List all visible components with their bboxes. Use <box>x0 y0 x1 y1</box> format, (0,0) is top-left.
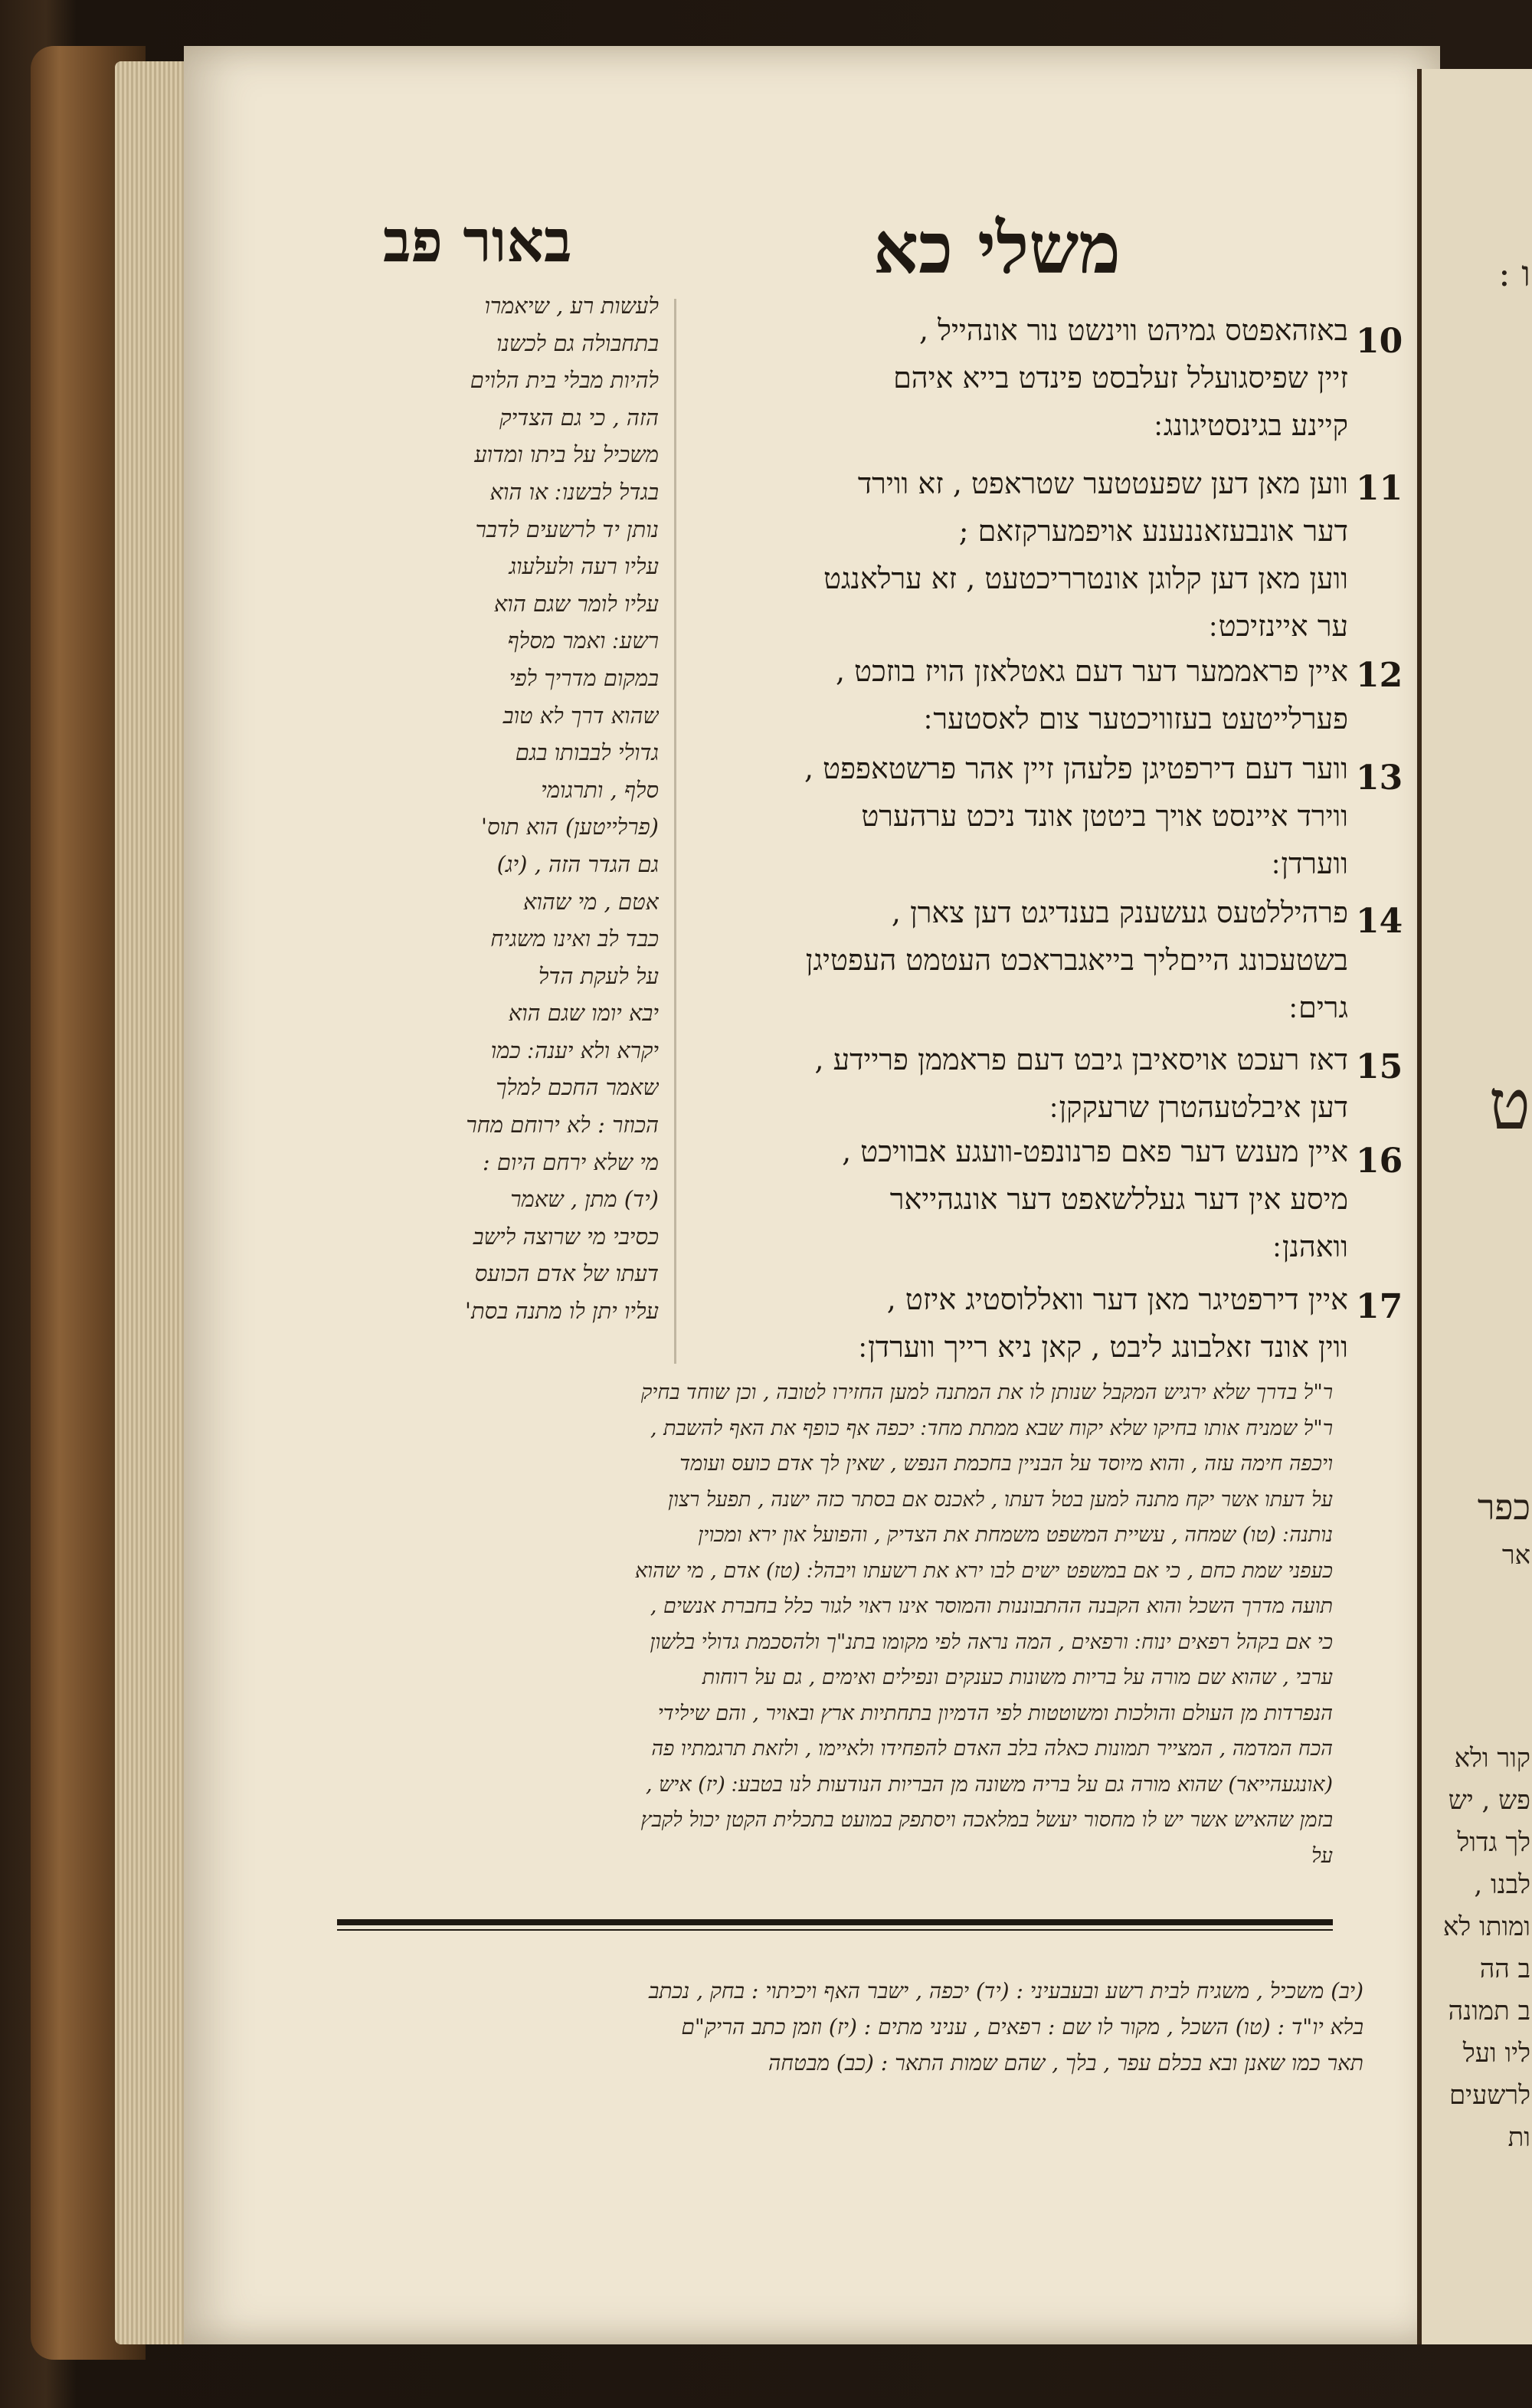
commentary-line: ר"ל בדרך שלא ירגיש המקבל שנותן לו את המתנה למען החזירו לטובה , וכן שוחד בחיק <box>640 1381 1333 1404</box>
verse-line: מיסע אין דער געללשאפט דער אונגהייאר <box>889 1182 1348 1216</box>
commentary-line: על דעתו אשר יקח מתנה למען בטל דעתו , לאכנס אם בסתר כזה ישנה , תפעל רצון <box>668 1487 1333 1512</box>
footnotes <box>337 1973 1363 2081</box>
commentary-line: הנפרדות מן העולם והולכות ומשוטטות לפי הדמיון בתחתיות ארץ ובאויר , והם שילידי <box>657 1701 1333 1725</box>
commentary-line: משכיל על ביתו ומדוע <box>474 441 659 468</box>
adjacent-fragment: לבנו , <box>1474 1869 1530 1900</box>
adjacent-fragment: ות <box>1507 2122 1530 2153</box>
verse-line: פרהיללטעס געשענק בענדיגט דען צארן , <box>891 896 1348 929</box>
adjacent-fragment: ו : <box>1498 253 1530 294</box>
footnote-line: (יב) משכיל , משגיח לבית רשע ובעבעיני : (יד) יכפה , ישבר האף ויכיתוי : בחק , נכתב <box>648 1978 1363 2003</box>
commentary-line: עליו יתן לו מתנה בסת' <box>465 1298 659 1325</box>
commentary-line: ערבי , שהוא שם מורה על בריות משונות כענקים ונפילים ואימים , גם על רוחות <box>702 1666 1333 1689</box>
commentary-line: גם הגדר הזה , (יג) <box>496 850 659 877</box>
adjacent-fragment: פש , יש <box>1448 1785 1530 1816</box>
commentary-line: הכוזר : לא ירוחם מחר <box>466 1112 659 1138</box>
verse-number: 10 <box>1356 322 1403 361</box>
commentary-column <box>368 287 659 1330</box>
commentary-line: (אונגעהייאר) שהוא מורה גם על בריה משונה מן הבריות הנודעות לנו בטבע ׃ (יז) איש , <box>646 1772 1333 1797</box>
verse-line: זיין שפיסגועלל זעלבסט פינדט בייא איהם <box>893 361 1348 395</box>
verse-number: 11 <box>1356 469 1403 508</box>
commentary-line: שהוא דרך לא טוב <box>502 702 659 729</box>
commentary-line: שאמר החכם למלך <box>496 1074 659 1101</box>
commentary-line: לעשות רע , שיאמרו <box>484 293 659 319</box>
verse-line: ווען מאן דען קלוגן אונטרריכטעט , זא ערלאנגט <box>823 562 1348 595</box>
page-title: משלי כא <box>873 207 1121 290</box>
verse-line: דען איבלטעהטרן שרעקקן ׃ <box>1049 1090 1348 1124</box>
commentary-line: עליו רעה ולעלעוג <box>509 553 659 580</box>
verse-line: ווער דעם דירפטיגן פלעהן זיין אהר פרשטאפפט , <box>804 752 1348 785</box>
commentary-line: בזמן שהאיש אשר יש לו מחסור יעשל במלאכה ויסתפק במועט בתכלית הקטן יכול לקבץ <box>640 1808 1333 1832</box>
adjacent-fragment: ב תמונה <box>1448 1996 1530 2026</box>
verse-line: איין פראממער דער דעם גאטלאזן הויז בוזכט , <box>835 654 1348 688</box>
verse-text <box>689 889 1348 1031</box>
verse-number: 15 <box>1356 1047 1403 1086</box>
verse-number: 14 <box>1356 902 1403 941</box>
commentary-line: בגדל לבשנו ׃ או הוא <box>489 478 659 505</box>
verse-line: דאז רעכט אויסאיבן גיבט דעם פראממן פריידע , <box>814 1043 1348 1076</box>
verse-line: איין דירפטיגר מאן דער וואללוסטיג איזט , <box>886 1283 1348 1316</box>
adjacent-fragment: לך גדול <box>1457 1827 1530 1858</box>
commentary-line: על לעקת הדל <box>538 962 659 989</box>
commentary-line: ר"ל שמניח אותו בחיקו שלא יקוח שבא ממתת מחד ׃ יכפה אף כופף את האף להשבת , <box>650 1416 1333 1440</box>
adjacent-fragment: ב הה <box>1479 1954 1530 1984</box>
commentary-line: נותן יד לרשעים לדבר <box>475 516 659 542</box>
verse-text <box>689 1128 1348 1270</box>
footnote-line: תאר כמו שאנן ובא בכלם עפר , בלך , שהם שמות התאר : (כב) מבטחה <box>768 2050 1363 2075</box>
verse-number: 13 <box>1356 758 1403 798</box>
adjacent-fragment: לרשעים <box>1449 2080 1530 2111</box>
commentary-line: רשע ׃ ואמר מסלף <box>507 627 659 654</box>
commentary-line: גדולי לבבותו בגם <box>515 739 659 766</box>
verse-line: ווין אונד זאלבונג ליבט , קאן ניא רייך ווערדן ׃ <box>859 1330 1348 1364</box>
commentary-line: דעתו של אדם הכועס <box>474 1260 659 1287</box>
commentary-line: כבד לב ואינו משגיח <box>490 926 659 952</box>
commentary-line: נותנה ׃ (טו) שמחה , עשיית המשפט משמחת את הצדיק , והפועל און ירא ומכוין <box>698 1523 1333 1547</box>
verse-line: איין מענש דער פאם פרנונפט-וועגע אבוויכט , <box>842 1135 1348 1168</box>
commentary-header: באור פב <box>383 207 572 275</box>
adjacent-fragment: קור ולא <box>1454 1743 1530 1774</box>
commentary-line: הזה , כי גם הצדיק <box>499 404 659 431</box>
commentary-line: תועה מדרך השכל והוא הקבנה ההתבוננות והמוסר אינו ראוי לגור כלל בחברת אנשים , <box>650 1594 1333 1618</box>
verse-number: 12 <box>1356 656 1403 695</box>
commentary-line: אטם , מי שהוא <box>522 888 659 915</box>
verse-line: גרים ׃ <box>1289 991 1348 1024</box>
commentary-line: הכח המדמה , המצייר תמונות כאלה בלב האדם להפחידו ולאיימו , ולזאת תרגמתיו פה <box>651 1737 1333 1761</box>
verse-line: ווען מאן דען שפעטטער שטראפט , זא ווירד <box>857 467 1348 500</box>
commentary-line: ויכפה חימה עזה , והוא מיוסד על הבניין בחכמת הנפש , שאין לך אדם כועס ועומד <box>679 1452 1333 1476</box>
verse-line: דער אונבעזאננענע אויפמערקזאם ; <box>958 514 1348 548</box>
commentary-line: עליו לומר שגם הוא <box>493 590 659 617</box>
separator-rule-thin <box>337 1929 1333 1931</box>
verse-text <box>689 1036 1348 1131</box>
commentary-line: כסיבי מי שרוצה לישב <box>473 1223 659 1250</box>
commentary-line: יבא יומו שגם הוא <box>508 1000 659 1027</box>
adjacent-fragment: ליו ועל <box>1462 2038 1530 2069</box>
verse-text <box>689 647 1348 742</box>
commentary-line: מי שלא ירחם היום : <box>482 1148 659 1175</box>
verse-number: 16 <box>1356 1142 1403 1181</box>
verse-line: פערלייטעט בעזוויכטער צום לאסטער ׃ <box>924 702 1348 736</box>
commentary-line: סלף , ותרגומי <box>541 776 659 803</box>
adjacent-fragment: כפר <box>1477 1486 1530 1528</box>
verse-line: בשטעכונג הייםליך בייאגבראכט העטמט העפטיגן <box>805 943 1348 977</box>
commentary-line: במקום מדריך לפי <box>509 664 659 691</box>
commentary-line: (יד) מתן , שאמר <box>510 1186 659 1213</box>
adjacent-page <box>1417 69 1532 2344</box>
verse-number: 17 <box>1356 1287 1403 1326</box>
commentary-line: יקרא ולא יענה ׃ כמו <box>490 1037 659 1063</box>
verse-line: וואהנן ׃ <box>1272 1230 1348 1263</box>
verse-line: קיינע בגינסטיגונג ׃ <box>1154 408 1348 442</box>
verse-line: באזהאפטס גמיהט ווינשט נור אונהייל , <box>919 313 1348 347</box>
adjacent-fragment: ט <box>1488 1065 1530 1145</box>
commentary-line: בתחבולה גם לכשנו <box>496 329 659 356</box>
verse-text <box>689 460 1348 650</box>
adjacent-fragment: אר <box>1501 1540 1530 1571</box>
adjacent-fragment: ומותו לא <box>1442 1912 1530 1942</box>
verse-text <box>689 745 1348 887</box>
commentary-line: כעפני שמת כחם , כי אם במשפט ישים לבו ירא את רשעתו ויבהל ׃ (טז) אדם , מי שהוא <box>634 1558 1333 1583</box>
verse-text <box>689 1276 1348 1371</box>
commentary-line: כי אם בקהל רפאים ינוח ׃ ורפאים , המה נראה לפי מקומו בתנ"ך ולהסכמת גדולי בלשון <box>650 1630 1333 1654</box>
commentary-line: על <box>1311 1843 1333 1868</box>
footnote-line: בלא יו"ד : (טו) השכל , מקור לו שם : רפאים , עניני מתים : (יז) וזמן כתב הריק"ם <box>681 2014 1363 2039</box>
commentary-block <box>337 1375 1333 1874</box>
column-divider <box>674 299 676 1364</box>
verse-line: ווערדן ׃ <box>1272 847 1348 880</box>
verse-line: ווירד איינסט אויך ביטטן אונד ניכט ערהערט <box>861 799 1348 833</box>
commentary-line: (פרלייטען) הוא תוס' <box>481 814 659 840</box>
verse-text <box>689 306 1348 449</box>
separator-rule <box>337 1919 1333 1925</box>
commentary-line: להיות מבלי בית הלוים <box>470 367 659 394</box>
verse-line: ער איינזיכט ׃ <box>1209 609 1348 643</box>
